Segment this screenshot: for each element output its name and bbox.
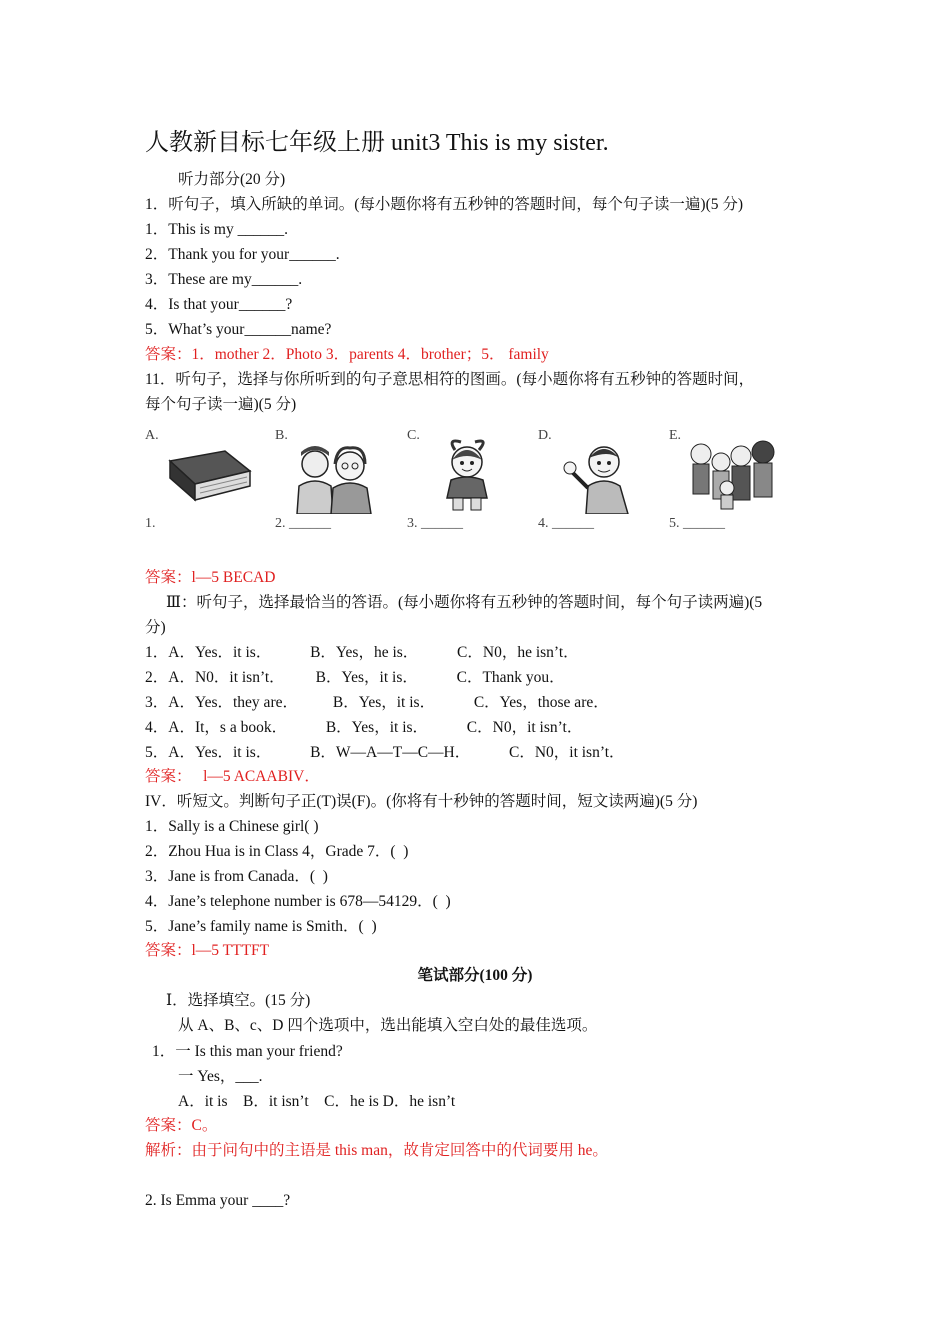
section4-item: 4．Jane’s telephone number is 678—54129．( )	[145, 893, 451, 910]
picture-letter: D.	[538, 428, 552, 443]
picture-d	[538, 428, 658, 538]
picture-row	[145, 428, 805, 538]
page-title: 人教新目标七年级上册 unit3 This is my sister.	[145, 130, 609, 156]
picture-a	[145, 428, 265, 538]
picture-number: 1.	[145, 516, 156, 531]
section3-item: 4．A．It，s a book． B．Yes，it is． C．N0，it isn’t．	[145, 719, 583, 736]
section1-item: 3．These are my______.	[145, 271, 303, 288]
picture-number: 3. ______	[407, 516, 463, 531]
picture-letter: C.	[407, 428, 420, 443]
question-1-answer: 答案：C。	[145, 1117, 218, 1134]
section1-item: 1．This is my ______.	[145, 221, 288, 238]
picture-letter: B.	[275, 428, 288, 443]
section3-instruction: Ⅲ：听句子，选择最恰当的答语。(每小题你将有五秒钟的答题时间，每个句子读两遍)(5	[166, 594, 763, 611]
section3-item: 3．A．Yes．they are． B．Yes，it is． C．Yes，those are．	[145, 694, 609, 711]
picture-letter: A.	[145, 428, 159, 443]
section4-instruction: IV．听短文。判断句子正(T)误(F)。(你将有十秒钟的答题时间，短文读两遍)(5 分)	[145, 793, 698, 810]
section3-item: 1．A．Yes．it is． B．Yes，he is． C．N0，he isn’t．	[145, 644, 579, 661]
picture-c	[407, 428, 527, 538]
question-1: 1．一 Is this man your friend?	[152, 1043, 343, 1060]
picture-number: 2. ______	[275, 516, 331, 531]
question-2: 2. Is Emma your ____?	[145, 1192, 291, 1209]
section2-instruction-cont: 每个句子读一遍)(5 分)	[145, 396, 297, 413]
section4-answer: 答案：l—5 TTTFT	[145, 942, 270, 959]
listening-header: 听力部分(20 分)	[178, 171, 286, 188]
section1-item: 2．Thank you for your______.	[145, 246, 340, 263]
section4-item: 1．Sally is a Chinese girl( )	[145, 818, 319, 835]
question-1-options: A．it is B．it isn’t C．he is D．he isn’t	[178, 1093, 456, 1110]
question-1-reply: 一 Yes，___.	[178, 1068, 263, 1085]
question-1-explanation: 解析：由于问句中的主语是 this man，故肯定回答中的代词要用 he。	[145, 1142, 608, 1159]
picture-b	[275, 428, 395, 538]
section4-item: 2．Zhou Hua is in Class 4，Grade 7．( )	[145, 843, 409, 860]
section1-instruction: 1．听句子，填入所缺的单词。(每小题你将有五秒钟的答题时间，每个句子读一遍)(5 分)	[145, 196, 744, 213]
written-header: 笔试部分(100 分)	[417, 967, 533, 984]
written-part1-title: Ⅰ．选择填空。(15 分)	[166, 992, 311, 1009]
section3-item: 2．A．N0．it isn’t． B．Yes，it is． C．Thank you．	[145, 669, 565, 686]
picture-e	[669, 428, 789, 538]
written-part1-desc: 从 A、B、c、D 四个选项中，选出能填入空白处的最佳选项。	[178, 1017, 598, 1034]
picture-number: 4. ______	[538, 516, 594, 531]
section3-instruction-cont: 分)	[145, 619, 166, 636]
section1-item: 4．Is that your______?	[145, 296, 293, 313]
section3-item: 5．A．Yes．it is． B．W—A—T—C—H． C．N0，it isn’t．	[145, 744, 625, 761]
section1-item: 5．What’s your______name?	[145, 321, 332, 338]
picture-number: 5. ______	[669, 516, 725, 531]
picture-letter: E.	[669, 428, 682, 443]
section3-answer: 答案： l—5 ACAABIV．	[145, 768, 320, 785]
section2-instruction: 11．听句子，选择与你所听到的句子意思相符的图画。(每小题你将有五秒钟的答题时间，	[145, 371, 755, 388]
section4-item: 5．Jane’s family name is Smith．( )	[145, 918, 377, 935]
section1-answer: 答案：1．mother 2．Photo 3．parents 4．brother；5． family	[145, 346, 549, 363]
section4-item: 3．Jane is from Canada．( )	[145, 868, 328, 885]
section2-answer: 答案：l—5 BECAD	[145, 569, 276, 586]
